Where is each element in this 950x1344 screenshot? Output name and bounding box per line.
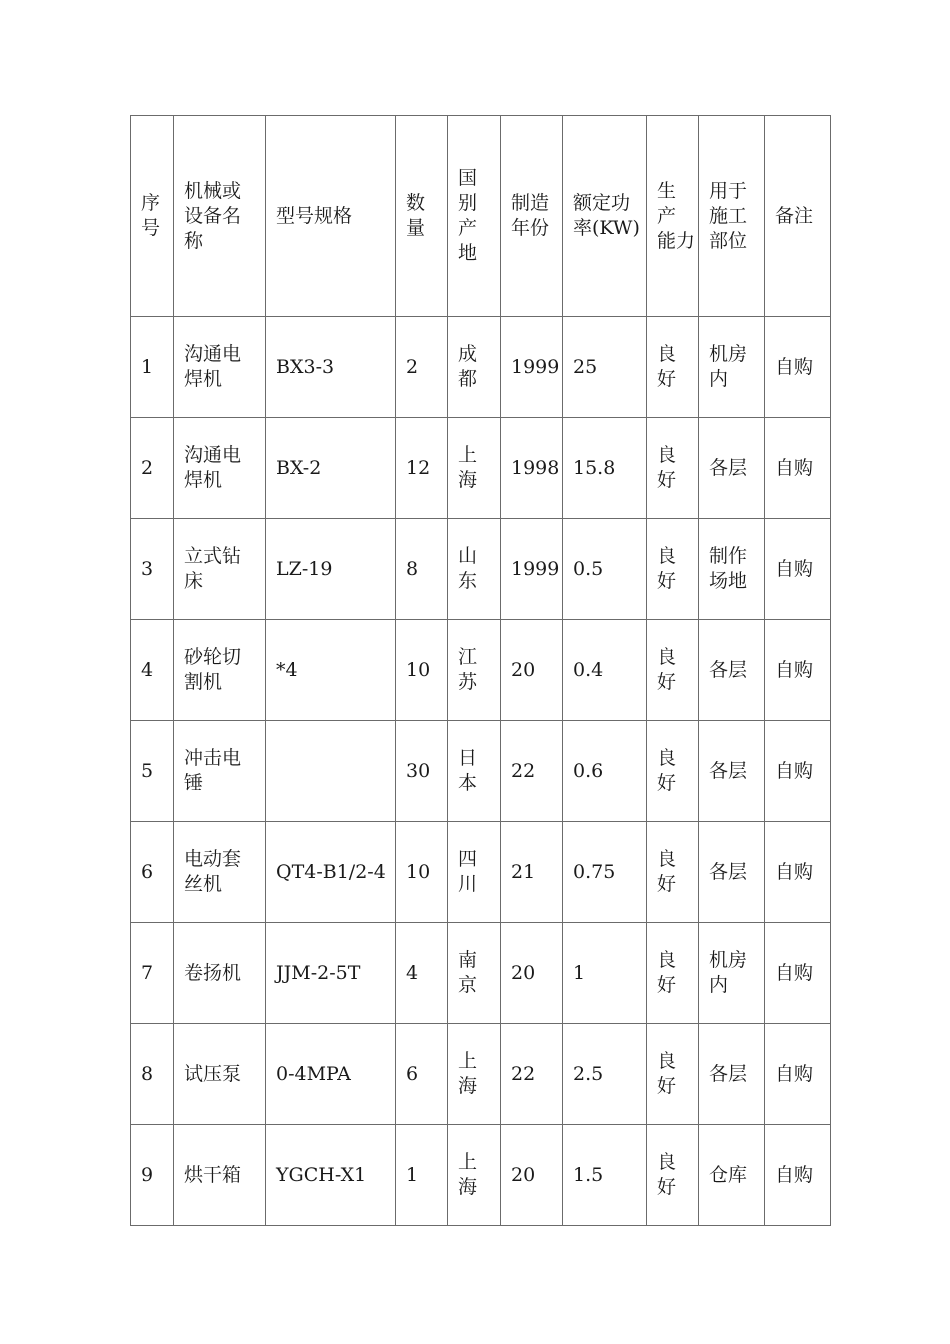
table-row [131, 1125, 831, 1226]
table-row [131, 620, 831, 721]
table-row [131, 721, 831, 822]
cell-name: 试压泵 [174, 1024, 266, 1125]
cell-remark: 自购 [765, 418, 831, 519]
cell-power: 2.5 [563, 1024, 647, 1125]
cell-index: 9 [131, 1125, 174, 1226]
cell-year: 1999 [501, 317, 563, 418]
header-cell-model: 型号规格 [266, 116, 396, 317]
cell-quantity: 4 [396, 923, 448, 1024]
cell-name: 烘干箱 [174, 1125, 266, 1226]
header-cell-remark: 备注 [765, 116, 831, 317]
cell-name: 沟通电 焊机 [174, 418, 266, 519]
table-header-row [131, 116, 831, 317]
cell-capacity: 良 好 [647, 822, 699, 923]
cell-quantity: 30 [396, 721, 448, 822]
cell-model: LZ-19 [266, 519, 396, 620]
header-cell-year: 制造 年份 [501, 116, 563, 317]
cell-origin: 山 东 [448, 519, 501, 620]
header-cell-power: 额定功 率(KW) [563, 116, 647, 317]
cell-year: 22 [501, 721, 563, 822]
cell-model: YGCH-X1 [266, 1125, 396, 1226]
cell-model: *4 [266, 620, 396, 721]
cell-remark: 自购 [765, 923, 831, 1024]
cell-index: 1 [131, 317, 174, 418]
cell-index: 2 [131, 418, 174, 519]
cell-year: 1998 [501, 418, 563, 519]
cell-capacity: 良 好 [647, 923, 699, 1024]
cell-location: 各层 [699, 822, 765, 923]
header-cell-index: 序 号 [131, 116, 174, 317]
cell-location: 各层 [699, 721, 765, 822]
cell-quantity: 8 [396, 519, 448, 620]
header-cell-origin: 国 别 产 地 [448, 116, 501, 317]
cell-capacity: 良 好 [647, 620, 699, 721]
cell-name: 冲击电 锤 [174, 721, 266, 822]
table-row [131, 822, 831, 923]
cell-year: 20 [501, 620, 563, 721]
cell-model: BX3-3 [266, 317, 396, 418]
cell-location: 仓库 [699, 1125, 765, 1226]
cell-index: 8 [131, 1024, 174, 1125]
table-row [131, 418, 831, 519]
cell-quantity: 10 [396, 822, 448, 923]
cell-index: 4 [131, 620, 174, 721]
cell-model: 0-4MPA [266, 1024, 396, 1125]
cell-name: 卷扬机 [174, 923, 266, 1024]
cell-capacity: 良 好 [647, 1125, 699, 1226]
cell-power: 1 [563, 923, 647, 1024]
table-row [131, 1024, 831, 1125]
cell-quantity: 2 [396, 317, 448, 418]
cell-capacity: 良 好 [647, 721, 699, 822]
cell-index: 5 [131, 721, 174, 822]
cell-power: 0.6 [563, 721, 647, 822]
header-cell-name: 机械或 设备名 称 [174, 116, 266, 317]
cell-capacity: 良 好 [647, 317, 699, 418]
cell-location: 各层 [699, 620, 765, 721]
cell-power: 25 [563, 317, 647, 418]
cell-location: 各层 [699, 1024, 765, 1125]
cell-model: QT4-B1/2-4 [266, 822, 396, 923]
cell-origin: 四 川 [448, 822, 501, 923]
cell-origin: 上 海 [448, 1125, 501, 1226]
table-row [131, 519, 831, 620]
cell-index: 6 [131, 822, 174, 923]
cell-remark: 自购 [765, 1024, 831, 1125]
cell-quantity: 1 [396, 1125, 448, 1226]
cell-model: JJM-2-5T [266, 923, 396, 1024]
cell-remark: 自购 [765, 519, 831, 620]
cell-origin: 江 苏 [448, 620, 501, 721]
cell-origin: 南 京 [448, 923, 501, 1024]
cell-year: 20 [501, 1125, 563, 1226]
cell-origin: 成 都 [448, 317, 501, 418]
cell-location: 各层 [699, 418, 765, 519]
cell-quantity: 10 [396, 620, 448, 721]
cell-year: 20 [501, 923, 563, 1024]
equipment-table [130, 115, 831, 1226]
header-cell-location: 用于 施工 部位 [699, 116, 765, 317]
cell-year: 1999 [501, 519, 563, 620]
cell-year: 21 [501, 822, 563, 923]
cell-capacity: 良 好 [647, 418, 699, 519]
cell-location: 机房 内 [699, 317, 765, 418]
header-cell-capacity: 生 产 能力 [647, 116, 699, 317]
table-row [131, 317, 831, 418]
cell-origin: 上 海 [448, 418, 501, 519]
cell-power: 1.5 [563, 1125, 647, 1226]
cell-remark: 自购 [765, 620, 831, 721]
cell-name: 电动套 丝机 [174, 822, 266, 923]
cell-location: 制作 场地 [699, 519, 765, 620]
cell-remark: 自购 [765, 1125, 831, 1226]
cell-quantity: 12 [396, 418, 448, 519]
cell-remark: 自购 [765, 721, 831, 822]
table-row [131, 923, 831, 1024]
cell-model [266, 721, 396, 822]
cell-index: 7 [131, 923, 174, 1024]
cell-name: 砂轮切 割机 [174, 620, 266, 721]
cell-power: 0.75 [563, 822, 647, 923]
cell-origin: 上 海 [448, 1024, 501, 1125]
cell-power: 0.4 [563, 620, 647, 721]
cell-model: BX-2 [266, 418, 396, 519]
cell-power: 15.8 [563, 418, 647, 519]
cell-capacity: 良 好 [647, 1024, 699, 1125]
cell-quantity: 6 [396, 1024, 448, 1125]
cell-name: 沟通电 焊机 [174, 317, 266, 418]
cell-remark: 自购 [765, 822, 831, 923]
cell-year: 22 [501, 1024, 563, 1125]
cell-index: 3 [131, 519, 174, 620]
cell-location: 机房 内 [699, 923, 765, 1024]
cell-origin: 日 本 [448, 721, 501, 822]
cell-name: 立式钻 床 [174, 519, 266, 620]
cell-power: 0.5 [563, 519, 647, 620]
cell-capacity: 良 好 [647, 519, 699, 620]
header-cell-quantity: 数 量 [396, 116, 448, 317]
cell-remark: 自购 [765, 317, 831, 418]
